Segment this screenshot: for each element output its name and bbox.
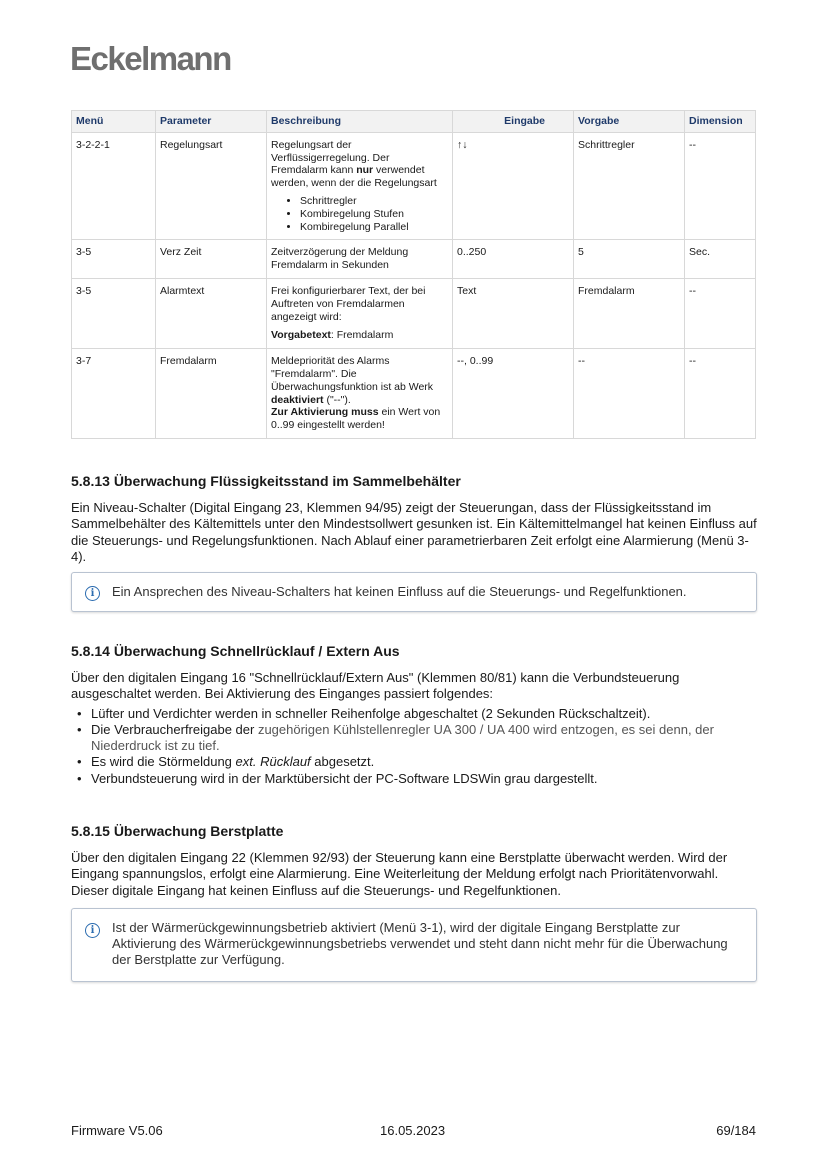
note-text: Ist der Wärmerückgewinnungsbetrieb aktiviert (Menü 3-1), wird der digitale Eingang Berstplatte zur Aktivierung des Wärmerückgewinnungsbetriebs verwendet und steht dann nicht mehr für die Überwachung der Berstplatte zur Verfügung. <box>112 919 728 968</box>
desc-text: Meldepriorität des Alarms "Fremdalarm". Die Überwachungsfunktion ist ab Werk <box>271 355 434 393</box>
eckelmann-logo: Eckelmann <box>70 40 231 77</box>
list-item: • Kombiregelung Parallel <box>300 221 448 234</box>
cell-eingabe: Text <box>453 278 574 348</box>
list-item-italic: ext. Rücklauf <box>235 754 311 770</box>
list-item-text: zugehörigen Kühlstellenregler UA 300 / UA 400 wird entzogen, es sei denn, der Niederdruck ist zu tief. <box>91 721 714 754</box>
cell-description <box>267 132 453 240</box>
section-5-8-13 <box>71 473 757 612</box>
list-item: • Lüfter und Verdichter werden in schneller Reihenfolge abgeschaltet (2 Sekunden Rückschaltzeit). <box>71 706 757 722</box>
table-row <box>72 278 756 348</box>
cell-menu: 3-2-2-1 <box>72 132 156 240</box>
cell-vorgabe: Fremdalarm <box>574 278 685 348</box>
footer-firmware: Firmware V5.06 <box>71 1123 163 1138</box>
list-item-text: Es wird die Störmeldung <box>91 754 236 770</box>
cell-vorgabe: Schrittregler <box>574 132 685 240</box>
info-icon: i <box>85 586 100 601</box>
cell-menu: 3-5 <box>72 240 156 279</box>
cell-menu: 3-5 <box>72 278 156 348</box>
header-eingabe: Eingabe <box>453 111 574 133</box>
cell-dimension: -- <box>685 278 756 348</box>
cell-description: Zeitverzögerung der Meldung Fremdalarm in Sekunden <box>267 240 453 279</box>
section-heading: 5.8.14 Überwachung Schnellrücklauf / Extern Aus <box>71 643 400 659</box>
parameter-table <box>71 110 756 439</box>
cell-dimension: Sec. <box>685 240 756 279</box>
desc-text: ("--"). <box>323 393 351 406</box>
section-body: Ein Niveau-Schalter (Digital Eingang 23, Klemmen 94/95) zeigt der Steuerungan, dass der Flüssigkeitsstand im Sammelbehälter des Kältemittels unter den Mindestsollwert gesunken ist. Ein Kältemittelmangel hat keinen Einfluss auf die Steuerungs- und Regelungsfunktionen. Nach Ablauf einer parametrierbaren Zeit erfolgt eine Alarmierung (Menü 3-4). <box>71 500 757 564</box>
header-dimension: Dimension <box>685 111 756 133</box>
cell-menu: 3-7 <box>72 349 156 439</box>
cell-description <box>267 278 453 348</box>
list-item: • Verbundsteuerung wird in der Marktübersicht der PC-Software LDSWin grau dargestellt. <box>71 771 757 787</box>
cell-parameter: Verz Zeit <box>156 240 267 279</box>
cell-vorgabe: -- <box>574 349 685 439</box>
footer-date: 16.05.2023 <box>380 1123 446 1138</box>
cell-parameter: Regelungsart <box>156 132 267 240</box>
cell-dimension: -- <box>685 132 756 240</box>
cell-parameter: Alarmtext <box>156 278 267 348</box>
desc-text: verwendet werden, wenn der die Regelungsart <box>271 164 437 190</box>
activation-list <box>71 706 757 787</box>
cell-description <box>267 349 453 439</box>
desc-bold: Zur Aktivierung muss <box>271 406 379 419</box>
section-body: Über den digitalen Eingang 16 "Schnellrücklauf/Extern Aus" (Klemmen 80/81) kann die Verbundsteuerung ausgeschaltet werden. Bei Aktivierung des Einganges passiert folgendes: <box>71 670 680 702</box>
table-header-row <box>72 111 756 133</box>
desc-bold: nur <box>356 164 374 177</box>
default-label: Vorgabetext <box>271 329 331 342</box>
table-row <box>72 132 756 240</box>
header-menu: Menü <box>72 111 156 133</box>
list-item <box>71 722 757 755</box>
desc-bold: deaktiviert <box>271 393 324 406</box>
list-item-text: abgesetzt. <box>310 754 375 770</box>
desc-text: Regelungsart der Verflüssigerregelung. Der Fremdalarm kann <box>271 138 390 177</box>
section-heading: 5.8.15 Überwachung Berstplatte <box>71 823 284 839</box>
section-body: Über den digitalen Eingang 22 (Klemmen 92/93) der Steuerung kann eine Berstplatte überwacht werden. Wird der Eingang spannungslos, erfolgt eine Alarmierung. Eine Weiterleitung der Meldung erfolgt nach Prioritätenvorwahl. Dieser digitale Eingang hat keinen Einfluss auf die Steuerungs- und Regelfunktionen. <box>71 850 728 898</box>
table-row <box>72 240 756 279</box>
header-vorgabe: Vorgabe <box>574 111 685 133</box>
cell-dimension: -- <box>685 349 756 439</box>
note-text: Ein Ansprechen des Niveau-Schalters hat keinen Einfluss auf die Steuerungs- und Regelfunktionen. <box>112 584 687 600</box>
info-icon: i <box>85 923 100 938</box>
cell-eingabe: 0..250 <box>453 240 574 279</box>
cell-parameter: Fremdalarm <box>156 349 267 439</box>
cell-vorgabe: 5 <box>574 240 685 279</box>
section-5-8-15 <box>71 823 757 982</box>
cell-eingabe: ↑↓ <box>453 132 574 240</box>
table-row <box>72 349 756 439</box>
header-parameter: Parameter <box>156 111 267 133</box>
section-heading: 5.8.13 Überwachung Flüssigkeitsstand im Sammelbehälter <box>71 473 461 489</box>
regelungsart-list <box>271 195 448 233</box>
desc-text: Frei konfigurierbarer Text, der bei Auftreten von Fremdalarmen angezeigt wird: <box>271 284 426 323</box>
cell-eingabe: --, 0..99 <box>453 349 574 439</box>
desc-text: ein Wert von 0..99 eingestellt werden! <box>271 406 441 432</box>
list-item-text: Die Verbraucherfreigabe der <box>91 721 258 737</box>
list-item: • Kombiregelung Stufen <box>300 208 448 221</box>
default-value: : Fremdalarm <box>330 329 394 342</box>
info-note <box>71 572 757 612</box>
list-item <box>71 754 757 770</box>
section-5-8-14 <box>71 643 757 787</box>
list-item: • Schrittregler <box>300 195 448 208</box>
info-note <box>71 908 757 982</box>
footer-page-number: 69/184 <box>716 1123 756 1138</box>
header-beschreibung: Beschreibung <box>267 111 453 133</box>
